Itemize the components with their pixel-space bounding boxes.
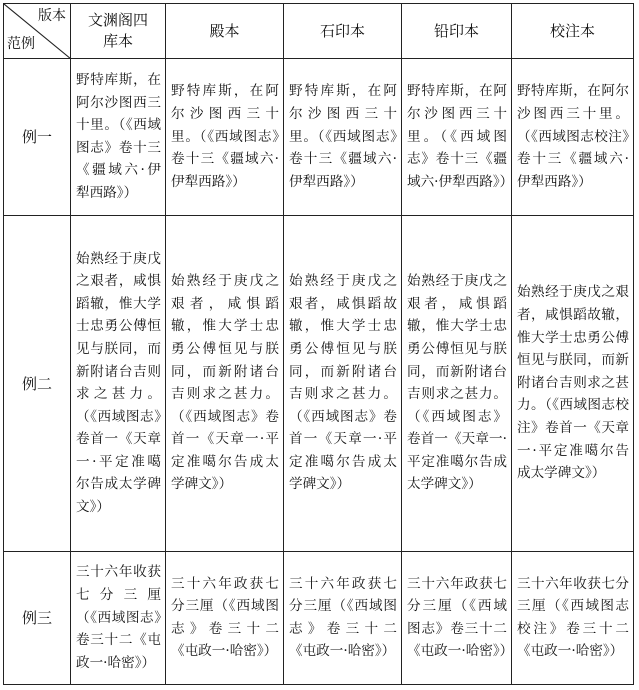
header-dianben: 殿本 (166, 4, 284, 59)
table-cell: 三十六年政获七分三厘（《西域图志》卷三十二《屯政一·哈密》） (166, 551, 284, 684)
table-cell: 始熟经于庚戊之艰者，咸惧蹈辙，惟大学士忠勇公傅恒见与朕同，而新附诸台吉则求之甚力。（《西域图志》卷首一《天章一·平定准噶尔告成太学碑文》） (71, 215, 166, 551)
table-cell: 野特库斯，在阿尔沙图西三十里。（《西域图志》卷十三《疆域六·伊犁西路》） (284, 59, 402, 215)
table-cell: 三十六年政获七分三厘（《西域图志》卷三十二《屯政一·哈密》） (284, 551, 402, 684)
header-jiaozhu: 校注本 (512, 4, 634, 59)
comparison-table (3, 3, 634, 685)
table-cell: 野特库斯，在阿尔沙图西三十里。（《西域图志》卷十三《疆域六·伊犁西路》） (71, 59, 166, 215)
table-cell: 野特库斯，在阿尔沙图西三十里。（《西域图志校注》卷十三《疆域六·伊犁西路》） (512, 59, 634, 215)
row-label: 例二 (4, 215, 71, 551)
table-cell: 始熟经于庚戊之艰者，咸惧蹈辙，惟大学士忠勇公傅恒见与朕同，而新附诸台吉则求之甚力。（《西域图志》卷首一《天章一·平定准噶尔告成太学碑文》） (166, 215, 284, 551)
table-cell: 三十六年收获七分三厘（《西域图志校注》卷三十二《屯政一·哈密》） (512, 551, 634, 684)
header-row (4, 4, 634, 59)
corner-label-example: 范例 (7, 36, 35, 53)
table-row (4, 59, 634, 215)
table-row (4, 551, 634, 684)
table-cell: 野特库斯，在阿尔沙图西三十里。（《西域图志》卷十三《疆域六·伊犁西路》） (166, 59, 284, 215)
table-row (4, 215, 634, 551)
header-siku: 文渊阁四库本 (71, 4, 166, 59)
row-label: 例三 (4, 551, 71, 684)
header-qianyin: 铅印本 (402, 4, 512, 59)
table-cell: 始熟经于庚戊之艰者，咸惧蹈辙，惟大学士忠勇公傅恒见与朕同，而新附诸台吉则求之甚力。（《西域图志》卷首一《天章一·平定准噶尔告成太学碑文》） (402, 215, 512, 551)
table-cell: 三十六年政获七分三厘（《西域图志》卷三十二《屯政一·哈密》） (402, 551, 512, 684)
corner-cell (4, 4, 71, 59)
table-cell: 始熟经于庚戊之艰者，咸惧蹈故辙，惟大学士忠勇公傅恒见与朕同，而新附诸台吉则求之甚力。（《西域图志校注》卷首一《天章一·平定准噶尔告成太学碑文》） (512, 215, 634, 551)
table-cell: 三十六年收获七分三厘（《西域图志》卷三十二《屯政一·哈密》） (71, 551, 166, 684)
corner-label-edition: 版本 (38, 8, 66, 24)
table-cell: 野特库斯，在阿尔沙图西三十里。（《西域图志》卷十三《疆域六·伊犁西路》） (402, 59, 512, 215)
table-cell: 始熟经于庚戊之艰者，咸惧蹈故辙，惟大学士忠勇公傅恒见与朕同，而新附诸台吉则求之甚力。（《西域图志》卷首一《天章一·平定准噶尔告成太学碑文》） (284, 215, 402, 551)
header-shiyin: 石印本 (284, 4, 402, 59)
row-label: 例一 (4, 59, 71, 215)
